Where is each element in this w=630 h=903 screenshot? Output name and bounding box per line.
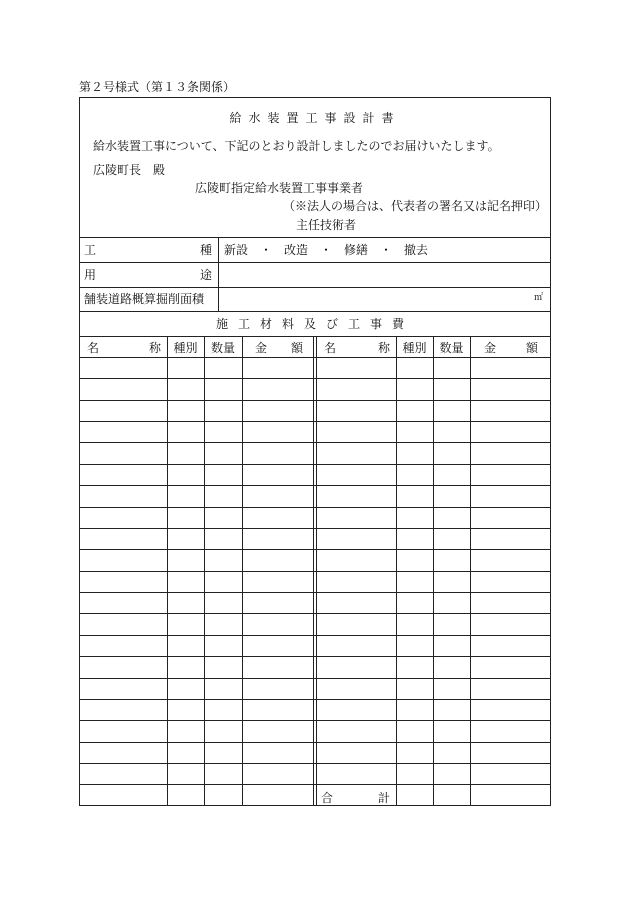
table-cell[interactable] (80, 443, 166, 463)
table-cell[interactable] (317, 721, 395, 741)
total-label: 合 計 (321, 791, 390, 805)
table-cell[interactable] (243, 679, 312, 698)
total-cell[interactable] (434, 785, 469, 805)
table-cell[interactable] (205, 636, 241, 655)
table-cell[interactable] (317, 614, 395, 634)
table-cell[interactable] (80, 764, 166, 783)
table-cell[interactable] (205, 358, 241, 377)
table-cell[interactable] (80, 550, 166, 570)
table-cell[interactable] (397, 422, 432, 441)
table-cell[interactable] (397, 636, 432, 655)
table-cell[interactable] (80, 465, 166, 484)
table-cell[interactable] (168, 593, 203, 612)
table-cell[interactable] (397, 529, 432, 548)
table-cell[interactable] (168, 614, 203, 634)
table-cell[interactable] (471, 764, 550, 783)
table-cell[interactable] (205, 572, 241, 591)
table-cell[interactable] (205, 721, 241, 741)
table-cell[interactable] (317, 743, 395, 762)
table-cell[interactable] (80, 508, 166, 527)
table-cell[interactable] (317, 700, 395, 719)
total-cell[interactable] (168, 785, 203, 805)
table-cell[interactable] (80, 358, 166, 377)
form-number: 第２号様式（第１３条関係） (79, 80, 236, 94)
applicant-label: 広陵町指定給水装置工事事業者 (195, 181, 364, 195)
table-cell[interactable] (205, 679, 241, 698)
total-cell[interactable] (243, 785, 312, 805)
table-cell[interactable] (243, 572, 312, 591)
table-cell[interactable] (205, 443, 241, 463)
table-cell[interactable] (205, 422, 241, 441)
table-cell[interactable] (243, 486, 312, 506)
table-cell[interactable] (434, 614, 469, 634)
table-cell[interactable] (397, 657, 432, 677)
table-cell[interactable] (434, 679, 469, 698)
table-cell[interactable] (80, 379, 166, 399)
table-cell[interactable] (434, 422, 469, 441)
table-cell[interactable] (317, 593, 395, 612)
table-cell[interactable] (317, 379, 395, 399)
addressee: 広陵町長 殿 (93, 163, 166, 177)
table-cell[interactable] (317, 679, 395, 698)
table-cell[interactable] (168, 743, 203, 762)
table-cell[interactable] (397, 743, 432, 762)
rule (79, 287, 551, 288)
table-cell[interactable] (471, 700, 550, 719)
table-col-line (313, 336, 314, 806)
rule (79, 336, 551, 337)
work-type-label: 工 種 (84, 243, 212, 257)
table-cell[interactable] (434, 379, 469, 399)
table-cell[interactable] (434, 572, 469, 591)
table-cell[interactable] (471, 614, 550, 634)
area-label: 舗装道路概算掘削面積 (84, 292, 205, 306)
total-cell[interactable] (80, 785, 166, 805)
header-kind: 種別 (173, 341, 198, 355)
rule (79, 311, 551, 312)
table-cell[interactable] (397, 572, 432, 591)
table-cell[interactable] (243, 721, 312, 741)
table-cell[interactable] (471, 743, 550, 762)
table-cell[interactable] (434, 636, 469, 655)
table-cell[interactable] (205, 614, 241, 634)
table-cell[interactable] (243, 550, 312, 570)
table-cell[interactable] (205, 550, 241, 570)
table-cell[interactable] (317, 529, 395, 548)
table-cell[interactable] (397, 679, 432, 698)
table-cell[interactable] (205, 764, 241, 783)
table-cell[interactable] (471, 572, 550, 591)
table-cell[interactable] (205, 743, 241, 762)
table-cell[interactable] (317, 636, 395, 655)
table-cell[interactable] (168, 636, 203, 655)
table-cell[interactable] (243, 443, 312, 463)
table-cell[interactable] (434, 657, 469, 677)
table-cell[interactable] (317, 764, 395, 783)
table-cell[interactable] (434, 508, 469, 527)
applicant-note: （※法人の場合は、代表者の署名又は記名押印） (283, 199, 548, 213)
table-cell[interactable] (317, 550, 395, 570)
table-cell[interactable] (434, 764, 469, 783)
table-cell[interactable] (397, 443, 432, 463)
table-cell[interactable] (471, 721, 550, 741)
table-cell[interactable] (243, 401, 312, 420)
table-cell[interactable] (397, 486, 432, 506)
table-cell[interactable] (168, 700, 203, 719)
area-unit: ㎡ (534, 293, 544, 303)
table-cell[interactable] (243, 636, 312, 655)
table-cell[interactable] (317, 443, 395, 463)
table-cell[interactable] (434, 465, 469, 484)
table-cell[interactable] (397, 764, 432, 783)
intro-text: 給水装置工事について、下記のとおり設計しましたのでお届けいたします。 (93, 139, 500, 153)
header-name: 名 称 (87, 341, 161, 355)
table-cell[interactable] (397, 465, 432, 484)
table-cell[interactable] (471, 401, 550, 420)
table-cell[interactable] (80, 636, 166, 655)
table-cell[interactable] (168, 764, 203, 783)
table-cell[interactable] (317, 657, 395, 677)
purpose-label: 用 途 (84, 268, 212, 282)
table-cell[interactable] (168, 508, 203, 527)
table-cell[interactable] (397, 721, 432, 741)
table-cell[interactable] (168, 657, 203, 677)
table-cell[interactable] (243, 422, 312, 441)
table-cell[interactable] (317, 572, 395, 591)
purpose-field[interactable] (220, 264, 550, 286)
table-cell[interactable] (243, 358, 312, 377)
table-cell[interactable] (397, 379, 432, 399)
table-cell[interactable] (168, 679, 203, 698)
table-cell[interactable] (317, 401, 395, 420)
table-cell[interactable] (471, 529, 550, 548)
table-cell[interactable] (317, 465, 395, 484)
table-cell[interactable] (471, 422, 550, 441)
table-cell[interactable] (205, 529, 241, 548)
rule (79, 237, 551, 238)
table-cell[interactable] (205, 593, 241, 612)
table-cell[interactable] (80, 721, 166, 741)
table-cell[interactable] (434, 358, 469, 377)
table-cell[interactable] (168, 401, 203, 420)
table-cell[interactable] (434, 743, 469, 762)
table-cell[interactable] (80, 679, 166, 698)
table-cell[interactable] (317, 486, 395, 506)
table-cell[interactable] (471, 679, 550, 698)
document-title: 給水装置工事設計書 (229, 111, 401, 125)
table-cell[interactable] (434, 700, 469, 719)
work-type-options[interactable]: 新設 ・ 改造 ・ 修繕 ・ 撤去 (224, 243, 429, 257)
header-name: 名 称 (324, 341, 390, 355)
table-cell[interactable] (205, 379, 241, 399)
table-cell[interactable] (471, 486, 550, 506)
table-cell[interactable] (243, 593, 312, 612)
table-cell[interactable] (205, 401, 241, 420)
table-cell[interactable] (397, 508, 432, 527)
table-cell[interactable] (471, 443, 550, 463)
table-cell[interactable] (243, 529, 312, 548)
table-cell[interactable] (243, 700, 312, 719)
table-cell[interactable] (80, 529, 166, 548)
table-cell[interactable] (80, 743, 166, 762)
header-qty: 数量 (210, 341, 235, 355)
table-cell[interactable] (397, 401, 432, 420)
total-cell[interactable] (397, 785, 432, 805)
table-cell[interactable] (205, 486, 241, 506)
table-cell[interactable] (168, 486, 203, 506)
table-cell[interactable] (434, 486, 469, 506)
table-cell[interactable] (397, 700, 432, 719)
table-cell[interactable] (80, 700, 166, 719)
table-cell[interactable] (397, 593, 432, 612)
table-cell[interactable] (168, 379, 203, 399)
table-cell[interactable] (168, 358, 203, 377)
table-cell[interactable] (168, 465, 203, 484)
table-cell[interactable] (434, 401, 469, 420)
table-cell[interactable] (434, 721, 469, 741)
table-cell[interactable] (434, 443, 469, 463)
table-cell[interactable] (80, 572, 166, 591)
table-cell[interactable] (205, 508, 241, 527)
table-cell[interactable] (471, 508, 550, 527)
table-cell[interactable] (168, 721, 203, 741)
rule (218, 237, 219, 311)
table-cell[interactable] (317, 508, 395, 527)
table-cell[interactable] (243, 743, 312, 762)
table-cell[interactable] (243, 508, 312, 527)
table-cell[interactable] (434, 593, 469, 612)
table-cell[interactable] (168, 572, 203, 591)
header-kind: 種別 (402, 341, 427, 355)
table-cell[interactable] (471, 379, 550, 399)
engineer-label: 主任技術者 (296, 218, 357, 232)
area-field[interactable] (220, 289, 530, 310)
table-cell[interactable] (80, 422, 166, 441)
table-cell[interactable] (317, 422, 395, 441)
table-cell[interactable] (168, 443, 203, 463)
rule (79, 262, 551, 263)
table-cell[interactable] (243, 614, 312, 634)
table-cell[interactable] (471, 657, 550, 677)
header-qty: 数量 (439, 341, 464, 355)
table-cell[interactable] (397, 358, 432, 377)
table-cell[interactable] (434, 550, 469, 570)
table-cell[interactable] (243, 379, 312, 399)
table-cell[interactable] (80, 614, 166, 634)
table-cell[interactable] (317, 358, 395, 377)
table-cell[interactable] (80, 657, 166, 677)
table-cell[interactable] (434, 529, 469, 548)
table-cell[interactable] (471, 550, 550, 570)
total-cell[interactable] (205, 785, 241, 805)
table-cell[interactable] (168, 529, 203, 548)
header-amount: 金 額 (484, 341, 538, 355)
table-cell[interactable] (471, 358, 550, 377)
table-cell[interactable] (80, 486, 166, 506)
table-cell[interactable] (471, 593, 550, 612)
table-cell[interactable] (397, 614, 432, 634)
table-cell[interactable] (243, 764, 312, 783)
table-cell[interactable] (471, 636, 550, 655)
table-cell[interactable] (80, 401, 166, 420)
table-cell[interactable] (168, 550, 203, 570)
table-cell[interactable] (205, 657, 241, 677)
table-cell[interactable] (397, 550, 432, 570)
table-cell[interactable] (243, 657, 312, 677)
table-cell[interactable] (471, 465, 550, 484)
table-cell[interactable] (80, 593, 166, 612)
table-cell[interactable] (168, 422, 203, 441)
total-cell[interactable] (471, 785, 550, 805)
table-cell[interactable] (205, 700, 241, 719)
header-amount: 金 額 (255, 341, 303, 355)
table-cell[interactable] (205, 465, 241, 484)
table-cell[interactable] (243, 465, 312, 484)
costs-title: 施工材料及び工事費 (215, 317, 414, 331)
